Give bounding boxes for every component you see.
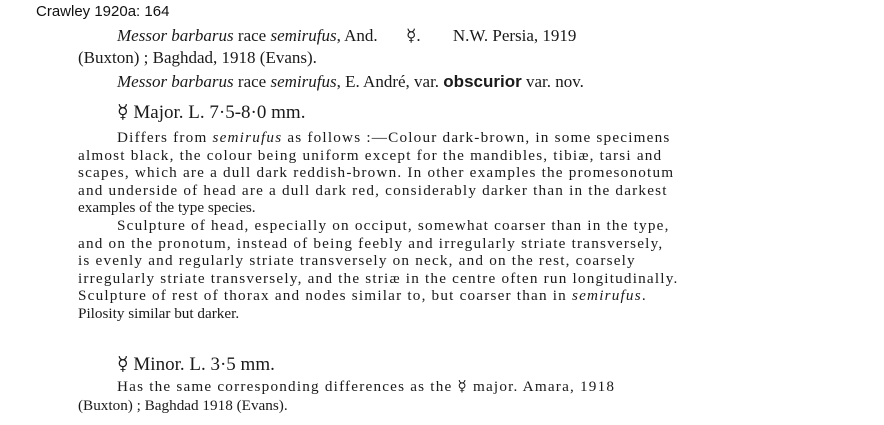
major-body-text: Sculpture of rest of thorax and nodes similar to, but coarser than in	[78, 287, 572, 305]
entry1-line1	[117, 27, 576, 45]
minor-body-line	[117, 378, 615, 395]
entry2-line	[117, 73, 584, 91]
major-body-line	[78, 199, 256, 216]
entry1-locality: N.W. Persia, 1919	[452, 26, 577, 45]
citation-header: Crawley 1920a: 164	[36, 3, 170, 20]
major-body-text: Sculpture of head, especially on occiput, somewhat coarser than in the type,	[117, 217, 670, 234]
entry2-genus-species: Messor barbarus	[117, 72, 234, 91]
major-body-line	[78, 252, 636, 269]
major-body-text: Differs from	[117, 129, 213, 146]
entry2-subsp: semirufus	[270, 72, 337, 91]
major-body-line	[78, 182, 668, 199]
entry1-caste: ☿.	[405, 26, 421, 45]
major-body-text: as follows :—Colour dark-brown, in some specimens	[282, 129, 671, 146]
major-heading: ☿ Major. L. 7·5-8·0 mm.	[117, 102, 306, 123]
entry1-subsp: semirufus	[270, 26, 337, 45]
major-body-text: semirufus	[571, 287, 642, 305]
entry2-author: , E. André, var.	[336, 72, 440, 91]
minor-heading: ☿ Minor. L. 3·5 mm.	[117, 354, 275, 375]
major-body-line	[78, 235, 663, 252]
major-body-text: and on the pronotum, instead of being feebly and irregularly striate transversely,	[78, 234, 664, 252]
major-body-text: almost black, the colour being uniform except for the mandibles, tibiæ, tarsi and	[78, 146, 663, 164]
major-body-line	[78, 287, 647, 304]
entry2-var-nov: var. nov.	[525, 72, 584, 91]
major-body-text: examples of the type species.	[78, 199, 256, 217]
major-body-line	[117, 217, 670, 234]
major-body-text: .	[641, 287, 647, 305]
major-body-text: and underside of head are a dull dark red, considerably darker than in the darkest	[78, 181, 668, 199]
minor-body-line	[78, 397, 288, 414]
major-body-text: irregularly striate transversely, and the striæ in the centre often run longitudinally.	[78, 269, 679, 287]
major-body-text: semirufus	[212, 129, 283, 146]
major-body-text: is evenly and regularly striate transversely on neck, and on the rest, coarsely	[78, 252, 636, 270]
entry1-line2: (Buxton) ; Baghdad, 1918 (Evans).	[78, 48, 317, 67]
major-body-line	[78, 147, 662, 164]
major-body-text: scapes, which are a dull dark reddish-brown. In other examples the promesonotum	[78, 164, 675, 182]
entry1-genus-species: Messor barbarus	[117, 26, 234, 45]
entry2-race: race	[237, 72, 267, 91]
major-body-line	[78, 270, 679, 287]
major-body-line	[78, 164, 674, 181]
major-body-text: Pilosity similar but darker.	[78, 305, 240, 322]
minor-body-text: (Buxton) ; Baghdad 1918 (Evans).	[78, 397, 288, 414]
major-body-line	[117, 129, 671, 146]
major-body-line	[78, 305, 239, 322]
entry1-race: race	[237, 26, 267, 45]
minor-body-text: Has the same corresponding differences as the ☿ major. Amara, 1918	[117, 378, 616, 395]
entry1-author: , And.	[336, 26, 378, 45]
entry2-var-name: obscurior	[443, 72, 522, 91]
